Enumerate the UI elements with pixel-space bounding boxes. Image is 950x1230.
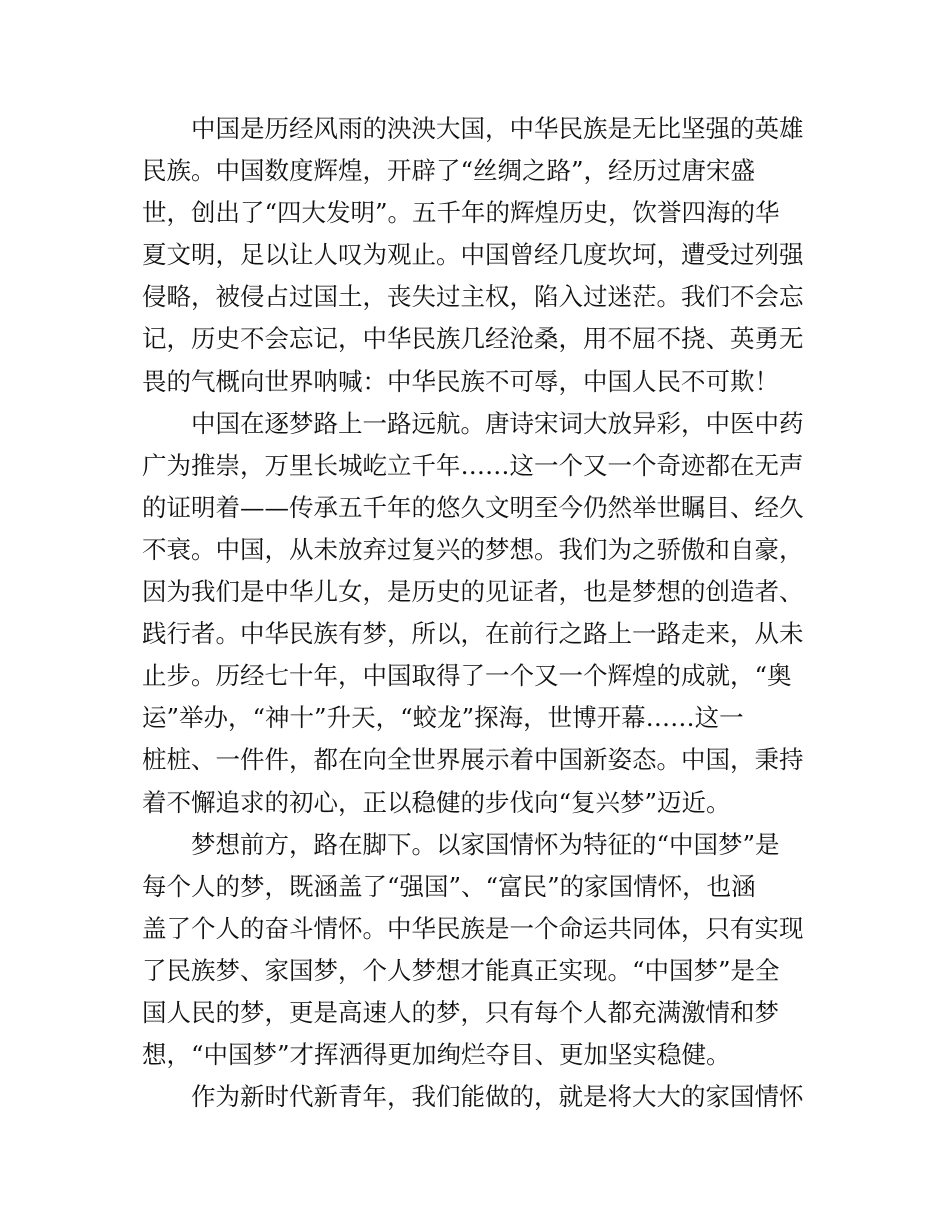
paragraph-2 [142,403,822,824]
text-line: 民族。中国数度辉煌，开辟了“丝绸之路”，经历过唐宋盛 [142,156,756,186]
document-body [142,108,822,1118]
text-line: 每个人的梦，既涵盖了“强国”、“富民”的家国情怀，也涵 [142,871,756,901]
text-line: 畏的气概向世界呐喊：中华民族不可辱，中国人民不可欺！ [142,366,779,396]
text-line: 记，历史不会忘记，中华民族几经沧桑，用不屈不挠、英勇无 [142,324,804,354]
text-line: 的证明着——传承五千年的悠久文明至今仍然举世瞩目、经久 [142,492,804,522]
paragraph-1 [142,108,822,403]
text-line: 践行者。中华民族有梦，所以，在前行之路上一路走来，从未 [142,619,804,649]
text-line: 着不懈追求的初心，正以稳健的步伐向“复兴梦”迈近。 [142,787,731,817]
text-line: 广为推崇，万里长城屹立千年……这一个又一个奇迹都在无声 [142,450,804,480]
text-line: 不衰。中国，从未放弃过复兴的梦想。我们为之骄傲和自豪， [142,534,804,564]
text-line: 桩桩、一件件，都在向全世界展示着中国新姿态。中国，秉持 [142,745,804,775]
text-line: 中国在逐梦路上一路远航。唐诗宋词大放异彩，中医中药 [191,408,804,438]
paragraph-4 [142,1076,822,1118]
text-line: 运”举办，“神十”升天，“蛟龙”探海，世博开幕……这一 [142,703,744,733]
text-line: 了民族梦、家国梦，个人梦想才能真正实现。“中国梦”是全 [142,955,780,985]
text-line: 国人民的梦，更是高速人的梦，只有每个人都充满激情和梦 [142,997,779,1027]
text-line: 侵略，被侵占过国土，丧失过主权，陷入过迷茫。我们不会忘 [142,282,804,312]
text-line: 世，创出了“四大发明”。五千年的辉煌历史，饮誉四海的华 [142,198,780,228]
text-line: 盖了个人的奋斗情怀。中华民族是一个命运共同体，只有实现 [142,913,804,943]
text-line: 梦想前方，路在脚下。以家国情怀为特征的“中国梦”是 [191,829,780,859]
text-line: 夏文明，足以让人叹为观止。中国曾经几度坎坷，遭受过列强 [142,240,804,270]
text-line: 止步。历经七十年，中国取得了一个又一个辉煌的成就，“奥 [142,661,792,691]
text-line: 因为我们是中华儿女，是历史的见证者，也是梦想的创造者、 [142,577,804,607]
paragraph-3 [142,824,822,1077]
text-line: 想，“中国梦”才挥洒得更加绚烂夺目、更加坚实稳健。 [142,1040,731,1070]
text-line: 作为新时代新青年，我们能做的，就是将大大的家国情怀 [191,1082,804,1112]
text-line: 中国是历经风雨的泱泱大国，中华民族是无比坚强的英雄 [191,114,804,143]
